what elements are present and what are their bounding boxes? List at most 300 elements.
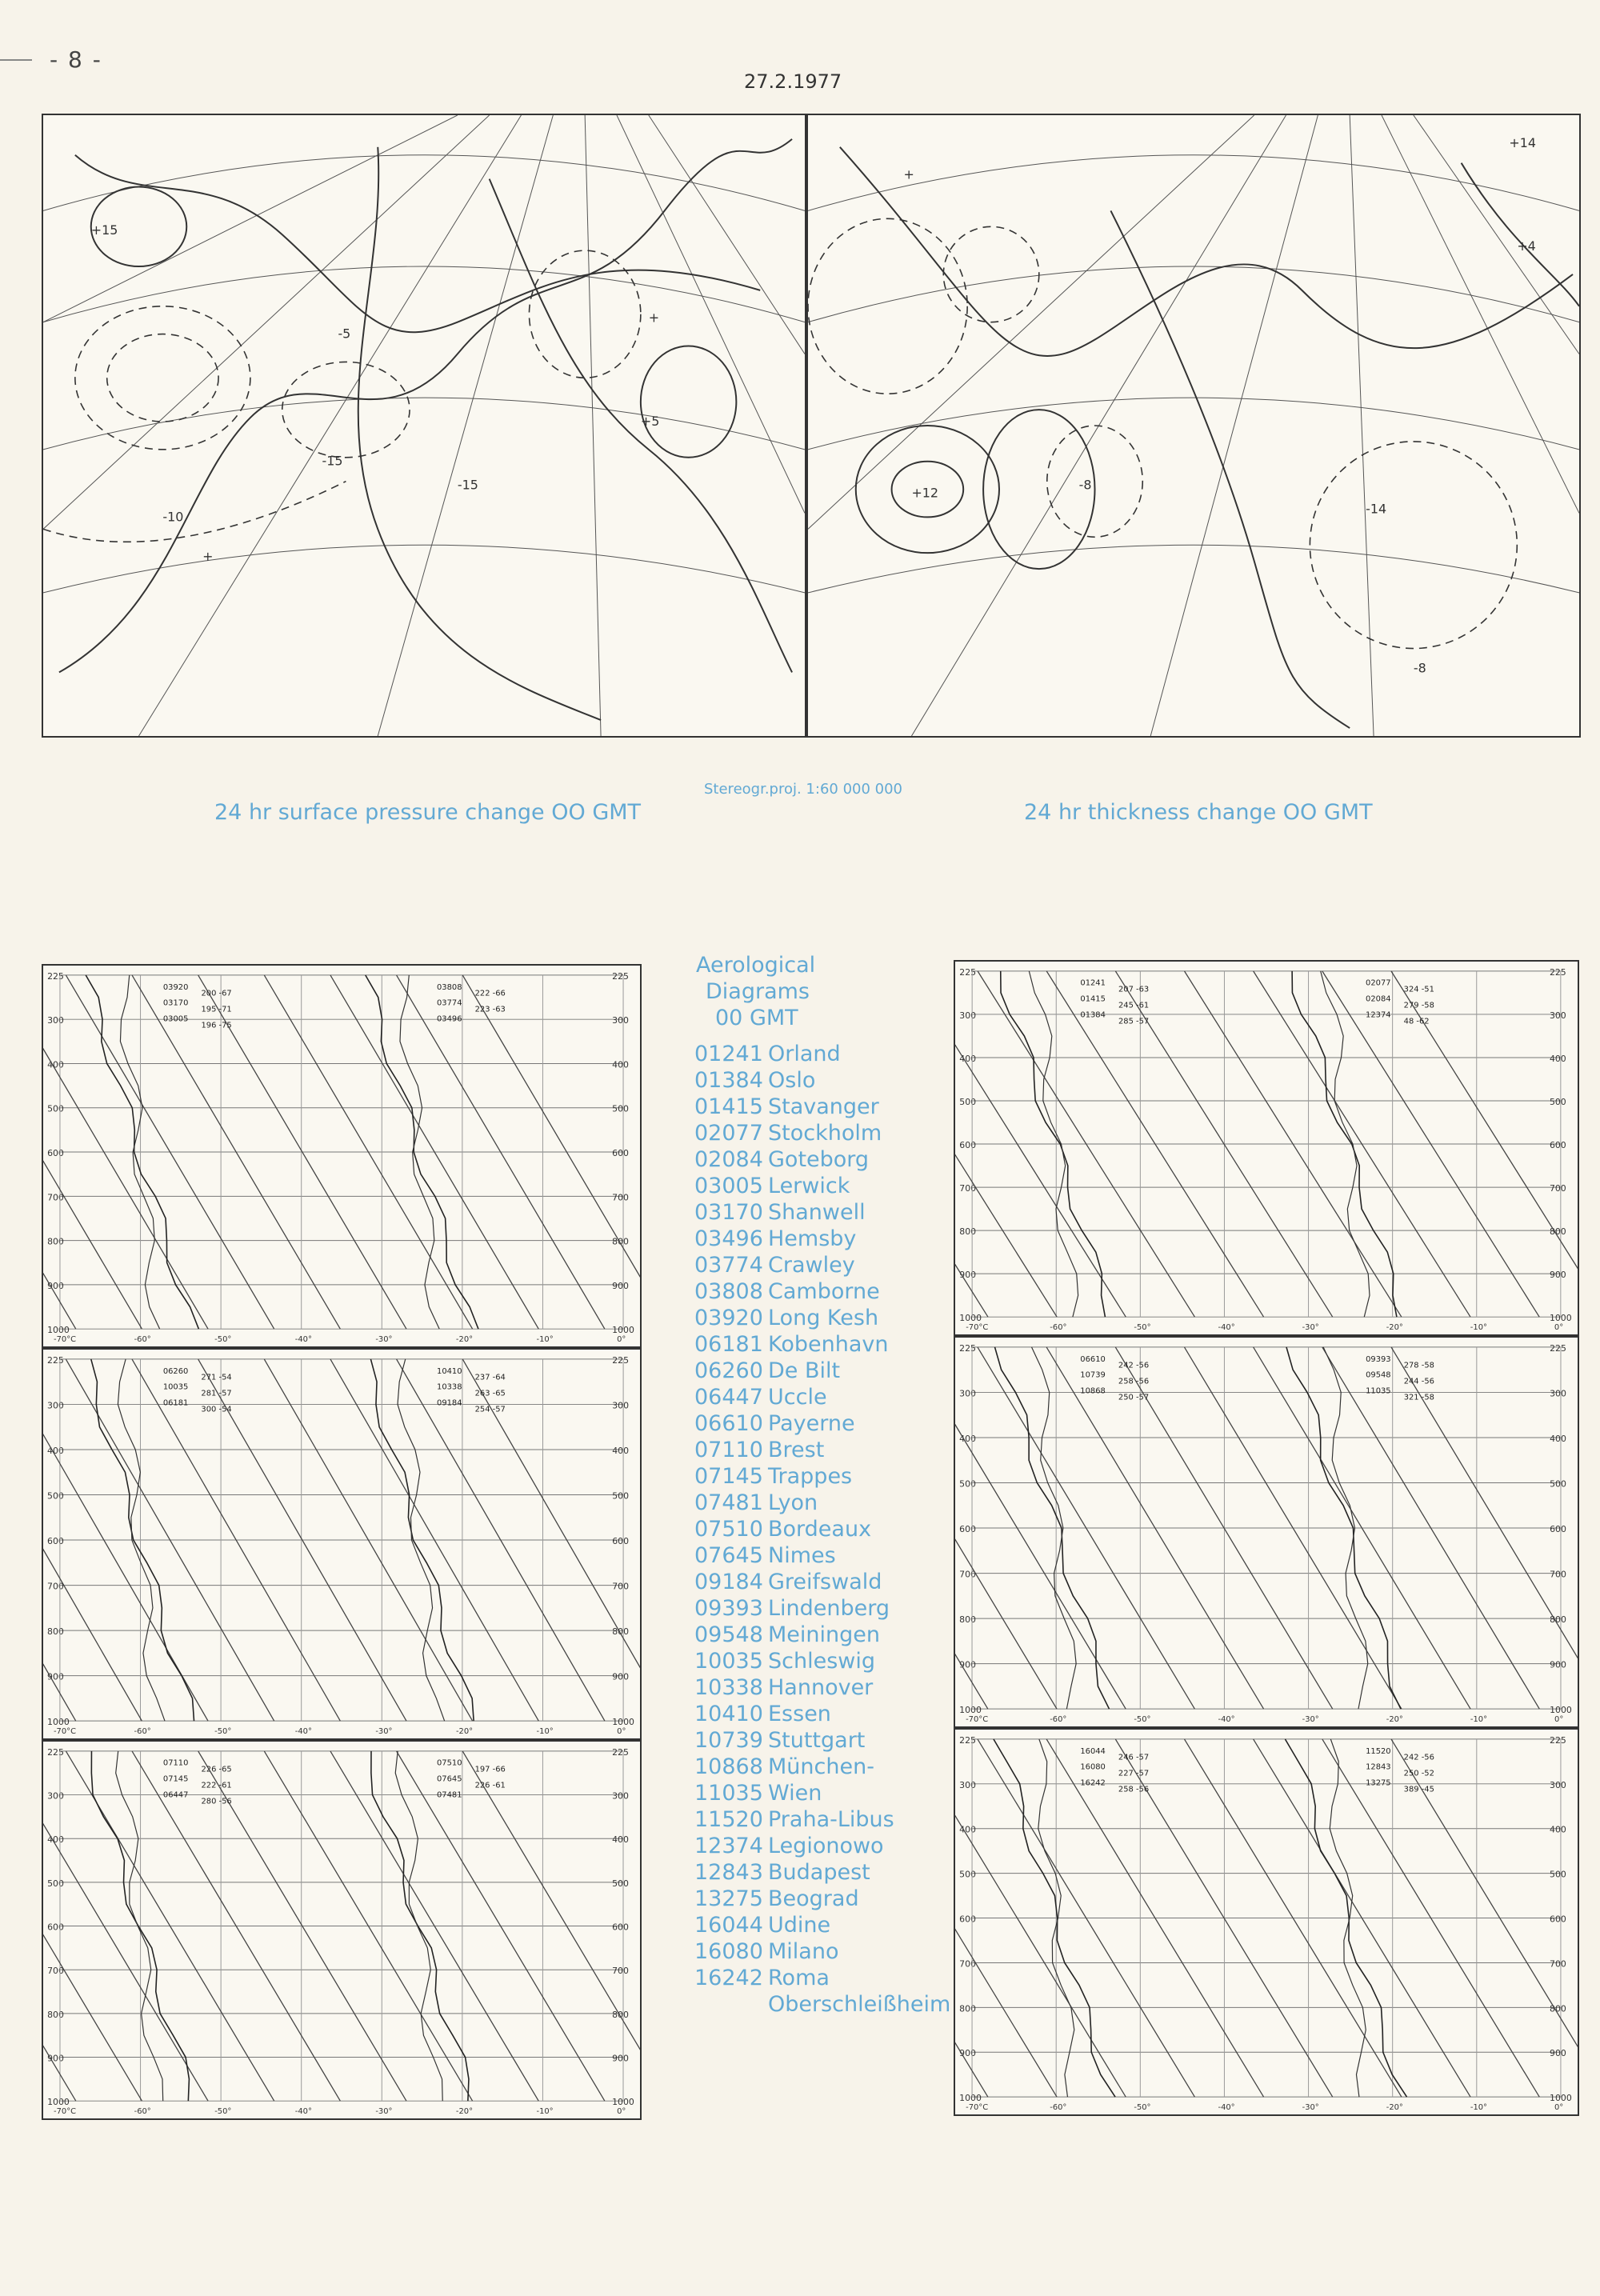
tropopause-value: 48 -62 bbox=[1403, 1017, 1430, 1026]
pressure-label: 400 bbox=[959, 1433, 976, 1444]
pressure-label: 400 bbox=[47, 1445, 64, 1456]
station-name: Long Kesh bbox=[768, 1306, 879, 1330]
pressure-label: 300 bbox=[1549, 1010, 1566, 1021]
station-name: Uccle bbox=[768, 1385, 827, 1410]
station-list bbox=[694, 1041, 950, 1991]
tropopause-value: 321 -58 bbox=[1403, 1393, 1434, 1402]
tropopause-value: 285 -57 bbox=[1118, 1017, 1150, 1026]
legend-title-line2: Diagrams bbox=[706, 979, 810, 1004]
tropopause-station: 06181 bbox=[162, 1398, 189, 1408]
tropopause-value: 280 -56 bbox=[201, 1797, 232, 1806]
pressure-label: 500 bbox=[959, 1096, 977, 1107]
pressure-label: 225 bbox=[612, 1746, 629, 1758]
pressure-label: 900 bbox=[612, 2053, 629, 2064]
station-row bbox=[694, 1912, 950, 1938]
station-name: Shanwell bbox=[768, 1200, 866, 1225]
page-edge-rule bbox=[0, 59, 32, 61]
station-row bbox=[694, 1648, 950, 1674]
tropopause-station: 02084 bbox=[1366, 994, 1391, 1004]
station-name: Hemsby bbox=[768, 1226, 857, 1251]
station-row bbox=[694, 1146, 950, 1173]
tropopause-value: 300 -54 bbox=[201, 1405, 232, 1414]
temperature-label: -50° bbox=[214, 1335, 232, 1345]
station-row bbox=[694, 1806, 950, 1833]
pressure-label: 800 bbox=[47, 2009, 64, 2020]
pressure-label: 1000 bbox=[1550, 1705, 1572, 1716]
pressure-label: 700 bbox=[612, 1966, 629, 1977]
station-name: Udine bbox=[768, 1913, 831, 1938]
station-name: Bordeaux bbox=[768, 1517, 872, 1542]
station-code: 12843 bbox=[694, 1860, 763, 1885]
station-code: 11520 bbox=[694, 1807, 763, 1832]
tropopause-value: 271 -54 bbox=[201, 1373, 232, 1382]
station-name: Brest bbox=[768, 1438, 825, 1462]
svg-text:+14: +14 bbox=[1509, 134, 1536, 150]
temperature-label: -40° bbox=[1218, 1715, 1235, 1725]
station-name: Oslo bbox=[768, 1068, 816, 1093]
pressure-label: 600 bbox=[612, 1922, 629, 1933]
temperature-label: -10° bbox=[1470, 1715, 1488, 1725]
pressure-label: 1000 bbox=[612, 2097, 634, 2108]
station-row bbox=[694, 1226, 950, 1252]
aerological-diagram-left-2 bbox=[42, 1348, 642, 1740]
temperature-label: -40° bbox=[294, 2107, 312, 2117]
pressure-label: 500 bbox=[612, 1490, 630, 1502]
pressure-label: 225 bbox=[612, 1354, 630, 1366]
pressure-label: 225 bbox=[1550, 1342, 1566, 1354]
svg-text:+5: +5 bbox=[640, 414, 660, 429]
aerological-diagram-left-3 bbox=[42, 1740, 642, 2120]
svg-text:+: + bbox=[648, 310, 660, 326]
station-row bbox=[694, 1859, 950, 1886]
tropopause-station: 03774 bbox=[437, 998, 462, 1008]
station-code: 03920 bbox=[694, 1306, 763, 1330]
tropopause-value: 237 -64 bbox=[474, 1373, 506, 1382]
tropopause-station: 12374 bbox=[1366, 1010, 1391, 1020]
station-code: 09184 bbox=[694, 1570, 763, 1594]
station-code: 11035 bbox=[694, 1781, 763, 1806]
temperature-label: -30° bbox=[375, 1727, 393, 1737]
pressure-label: 400 bbox=[959, 1824, 976, 1835]
temperature-label: -20° bbox=[455, 1727, 474, 1737]
tropopause-value: 227 -57 bbox=[1118, 1769, 1150, 1778]
station-code: 12374 bbox=[694, 1834, 763, 1858]
station-name: Lindenberg bbox=[768, 1596, 890, 1621]
station-row bbox=[694, 1754, 950, 1780]
pressure-label: 1000 bbox=[959, 2093, 982, 2104]
temperature-label: -20° bbox=[1386, 2103, 1403, 2113]
station-row bbox=[694, 1041, 950, 1067]
temperature-label: -50° bbox=[214, 1727, 232, 1737]
station-name: Lyon bbox=[768, 1490, 818, 1515]
tropopause-station: 03808 bbox=[437, 982, 462, 992]
pressure-label: 225 bbox=[959, 966, 977, 978]
temperature-label: -10° bbox=[1470, 1323, 1487, 1333]
tropopause-station: 11035 bbox=[1366, 1386, 1391, 1396]
pressure-label: 300 bbox=[959, 1010, 977, 1021]
tropopause-station: 12843 bbox=[1366, 1762, 1391, 1772]
station-name: Lerwick bbox=[768, 1174, 850, 1198]
station-row bbox=[694, 1067, 950, 1094]
tropopause-value: 263 -65 bbox=[474, 1389, 506, 1398]
thickness-caption: 24 hr thickness change OO GMT bbox=[1024, 800, 1373, 825]
pressure-label: 400 bbox=[47, 1059, 64, 1070]
pressure-label: 800 bbox=[959, 1614, 976, 1626]
page-number: - 8 - bbox=[50, 46, 102, 73]
tropopause-value: 324 -51 bbox=[1403, 985, 1434, 994]
svg-text:-10: -10 bbox=[162, 509, 184, 525]
station-row bbox=[694, 1437, 950, 1463]
pressure-label: 600 bbox=[959, 1914, 976, 1925]
pressure-label: 600 bbox=[1550, 1524, 1566, 1534]
station-name: Roma bbox=[768, 1966, 830, 1990]
tropopause-value: 258 -56 bbox=[1118, 1785, 1150, 1794]
aerological-diagram-right-1 bbox=[954, 960, 1579, 1336]
station-name: Camborne bbox=[768, 1279, 880, 1304]
station-name: Payerne bbox=[768, 1411, 855, 1436]
temperature-label: -20° bbox=[1386, 1323, 1403, 1333]
station-row bbox=[694, 1938, 950, 1965]
station-row bbox=[694, 1674, 950, 1701]
station-row bbox=[694, 1965, 950, 1991]
pressure-label: 1000 bbox=[612, 1717, 634, 1728]
tropopause-station: 10739 bbox=[1080, 1370, 1106, 1380]
station-name: Greifswald bbox=[768, 1570, 882, 1594]
temperature-label: -30° bbox=[375, 2107, 393, 2117]
pressure-label: 700 bbox=[1549, 1183, 1566, 1194]
pressure-label: 400 bbox=[612, 1834, 629, 1846]
tropopause-station: 03920 bbox=[162, 982, 189, 992]
station-name: Meiningen bbox=[768, 1622, 880, 1647]
pressure-label: 900 bbox=[47, 2053, 64, 2064]
station-row bbox=[694, 1384, 950, 1410]
station-code: 13275 bbox=[694, 1886, 763, 1911]
station-row bbox=[694, 1199, 950, 1226]
station-row bbox=[694, 1727, 950, 1754]
pressure-label: 900 bbox=[1550, 2048, 1566, 2059]
diagram-plot bbox=[43, 966, 640, 1346]
pressure-label: 225 bbox=[1550, 1734, 1566, 1746]
pressure-label: 700 bbox=[1550, 1958, 1566, 1970]
temperature-label: 0° bbox=[617, 2107, 626, 2117]
station-row bbox=[694, 1331, 950, 1358]
temperature-label: 0° bbox=[1554, 1323, 1564, 1333]
station-code: 06610 bbox=[694, 1411, 763, 1436]
station-code: 06447 bbox=[694, 1385, 763, 1410]
temperature-label: -50° bbox=[1134, 2103, 1151, 2113]
pressure-label: 500 bbox=[1549, 1096, 1566, 1107]
tropopause-station: 01415 bbox=[1080, 994, 1106, 1004]
pressure-label: 400 bbox=[612, 1445, 630, 1456]
station-code: 10739 bbox=[694, 1728, 763, 1753]
station-name: Essen bbox=[768, 1702, 831, 1726]
aerological-diagram-left-1 bbox=[42, 964, 642, 1348]
tropopause-station: 10868 bbox=[1080, 1386, 1106, 1396]
pressure-label: 300 bbox=[959, 1779, 976, 1790]
temperature-label: -30° bbox=[1302, 1323, 1319, 1333]
temperature-label: -40° bbox=[1218, 1323, 1235, 1333]
station-code: 10410 bbox=[694, 1702, 763, 1726]
surface-pressure-map-drawing bbox=[43, 115, 805, 736]
tropopause-station: 07510 bbox=[436, 1758, 462, 1768]
diagram-plot bbox=[43, 1742, 640, 2118]
station-code: 01241 bbox=[694, 1042, 763, 1066]
tropopause-value: 250 -57 bbox=[1118, 1393, 1150, 1402]
pressure-label: 500 bbox=[47, 1490, 64, 1502]
station-name-continuation: Oberschleißheim bbox=[768, 1992, 951, 2017]
tropopause-value: 226 -65 bbox=[201, 1765, 232, 1774]
station-code: 07645 bbox=[694, 1543, 763, 1568]
pressure-label: 300 bbox=[1550, 1388, 1566, 1399]
tropopause-value: 389 -45 bbox=[1403, 1785, 1434, 1794]
station-row bbox=[694, 1833, 950, 1859]
pressure-label: 800 bbox=[47, 1236, 64, 1247]
station-row bbox=[694, 1490, 950, 1516]
station-row bbox=[694, 1358, 950, 1384]
station-row bbox=[694, 1701, 950, 1727]
station-name: Wien bbox=[768, 1781, 822, 1806]
station-code: 02084 bbox=[694, 1147, 763, 1172]
tropopause-station: 10410 bbox=[437, 1366, 462, 1376]
pressure-label: 400 bbox=[612, 1059, 629, 1070]
tropopause-value: 222 -61 bbox=[201, 1781, 232, 1790]
temperature-label: -20° bbox=[455, 2107, 474, 2117]
station-code: 16242 bbox=[694, 1966, 763, 1990]
temperature-label: -60° bbox=[1050, 2103, 1067, 2113]
thickness-map-drawing bbox=[808, 115, 1579, 736]
pressure-label: 225 bbox=[47, 1746, 64, 1758]
pressure-label: 225 bbox=[612, 970, 629, 982]
tropopause-value: 281 -57 bbox=[201, 1389, 232, 1398]
thickness-change-map bbox=[806, 114, 1581, 738]
temperature-label: -50° bbox=[1134, 1715, 1151, 1725]
station-row bbox=[694, 1463, 950, 1490]
page-date: 27.2.1977 bbox=[744, 70, 842, 93]
station-name: München- bbox=[768, 1754, 874, 1779]
pressure-label: 600 bbox=[959, 1140, 977, 1150]
pressure-label: 700 bbox=[47, 1581, 64, 1592]
station-code: 03774 bbox=[694, 1253, 763, 1278]
pressure-label: 500 bbox=[47, 1878, 64, 1889]
temperature-label: 0° bbox=[1554, 1715, 1564, 1725]
pressure-label: 900 bbox=[959, 1270, 977, 1281]
station-code: 10868 bbox=[694, 1754, 763, 1779]
station-row bbox=[694, 1252, 950, 1278]
temperature-label: -50° bbox=[1134, 1323, 1151, 1333]
pressure-label: 800 bbox=[1550, 2003, 1566, 2014]
svg-text:+12: +12 bbox=[911, 485, 939, 501]
station-code: 10035 bbox=[694, 1649, 763, 1674]
station-code: 06260 bbox=[694, 1358, 763, 1383]
station-name: Crawley bbox=[768, 1253, 855, 1278]
station-code: 09393 bbox=[694, 1596, 763, 1621]
temperature-label: -60° bbox=[134, 1727, 151, 1737]
station-name: Stockholm bbox=[768, 1121, 882, 1146]
temperature-label: -60° bbox=[1050, 1715, 1067, 1725]
temperature-label: -70°C bbox=[966, 2103, 989, 2113]
station-code: 07145 bbox=[694, 1464, 763, 1489]
tropopause-value: 207 -63 bbox=[1118, 985, 1150, 994]
svg-text:-8: -8 bbox=[1413, 660, 1426, 676]
temperature-label: -60° bbox=[134, 1335, 151, 1345]
legend-title-line1: Aerological bbox=[696, 953, 816, 978]
temperature-label: -40° bbox=[294, 1335, 312, 1345]
tropopause-station: 16080 bbox=[1080, 1762, 1106, 1772]
station-row bbox=[694, 1094, 950, 1120]
diagram-plot bbox=[955, 962, 1578, 1334]
station-name: Hannover bbox=[768, 1675, 874, 1700]
svg-text:+4: +4 bbox=[1517, 238, 1536, 254]
pressure-label: 900 bbox=[47, 1671, 64, 1682]
tropopause-station: 16242 bbox=[1080, 1778, 1106, 1788]
tropopause-station: 07110 bbox=[162, 1758, 189, 1768]
surface-pressure-caption: 24 hr surface pressure change OO GMT bbox=[214, 800, 642, 825]
temperature-label: -20° bbox=[455, 1335, 474, 1345]
station-code: 10338 bbox=[694, 1675, 763, 1700]
station-name: Goteborg bbox=[768, 1147, 870, 1172]
station-name: Praha-Libus bbox=[768, 1807, 894, 1832]
pressure-label: 1000 bbox=[612, 1325, 634, 1336]
svg-text:+: + bbox=[903, 166, 914, 182]
station-row bbox=[694, 1886, 950, 1912]
legend-title-line3: 00 GMT bbox=[715, 1006, 798, 1030]
pressure-label: 900 bbox=[612, 1280, 629, 1291]
temperature-label: -50° bbox=[214, 2107, 232, 2117]
temperature-label: 0° bbox=[617, 1727, 626, 1737]
station-code: 07110 bbox=[694, 1438, 763, 1462]
pressure-label: 700 bbox=[959, 1569, 976, 1580]
pressure-label: 500 bbox=[1550, 1478, 1566, 1490]
tropopause-station: 10035 bbox=[162, 1382, 189, 1392]
temperature-label: -30° bbox=[1302, 1715, 1319, 1725]
pressure-label: 500 bbox=[959, 1478, 976, 1490]
pressure-label: 1000 bbox=[1549, 1313, 1572, 1324]
pressure-label: 1000 bbox=[47, 1325, 70, 1336]
pressure-label: 800 bbox=[612, 1236, 629, 1247]
diagram-plot bbox=[955, 1730, 1578, 2114]
station-row bbox=[694, 1542, 950, 1569]
temperature-label: -70°C bbox=[966, 1715, 989, 1725]
tropopause-station: 07645 bbox=[436, 1774, 462, 1784]
tropopause-value: 195 -71 bbox=[201, 1005, 232, 1014]
tropopause-value: 246 -57 bbox=[1118, 1753, 1150, 1762]
temperature-label: -70°C bbox=[966, 1323, 989, 1333]
station-name: Schleswig bbox=[768, 1649, 875, 1674]
pressure-label: 300 bbox=[959, 1388, 976, 1399]
station-row bbox=[694, 1516, 950, 1542]
pressure-label: 600 bbox=[612, 1148, 629, 1158]
svg-text:-14: -14 bbox=[1366, 501, 1387, 517]
svg-text:-8: -8 bbox=[1078, 477, 1092, 493]
tropopause-value: 242 -56 bbox=[1118, 1361, 1150, 1370]
pressure-label: 600 bbox=[47, 1922, 64, 1933]
tropopause-value: 200 -67 bbox=[201, 989, 232, 998]
tropopause-station: 07145 bbox=[162, 1774, 189, 1784]
pressure-label: 700 bbox=[612, 1581, 630, 1592]
pressure-label: 600 bbox=[612, 1536, 630, 1546]
pressure-label: 1000 bbox=[959, 1313, 982, 1324]
pressure-label: 800 bbox=[959, 2003, 976, 2014]
tropopause-station: 06447 bbox=[162, 1790, 189, 1800]
pressure-label: 300 bbox=[612, 1015, 629, 1026]
pressure-label: 900 bbox=[959, 2048, 976, 2059]
station-code: 01384 bbox=[694, 1068, 763, 1093]
pressure-label: 1000 bbox=[1550, 2093, 1572, 2104]
aerological-diagram-right-3 bbox=[954, 1728, 1579, 2116]
temperature-label: -10° bbox=[536, 1335, 554, 1345]
station-code: 01415 bbox=[694, 1094, 763, 1119]
tropopause-station: 01241 bbox=[1080, 978, 1106, 988]
station-code: 16044 bbox=[694, 1913, 763, 1938]
tropopause-station: 06610 bbox=[1080, 1354, 1106, 1364]
tropopause-station: 10338 bbox=[437, 1382, 462, 1392]
surface-pressure-change-map bbox=[42, 114, 806, 738]
station-name: Kobenhavn bbox=[768, 1332, 889, 1357]
tropopause-station: 07481 bbox=[436, 1790, 462, 1800]
temperature-label: 0° bbox=[1554, 2103, 1564, 2113]
pressure-label: 900 bbox=[1550, 1659, 1566, 1670]
pressure-label: 500 bbox=[612, 1878, 629, 1889]
pressure-label: 400 bbox=[1550, 1433, 1566, 1444]
temperature-label: -60° bbox=[1050, 1323, 1067, 1333]
pressure-label: 700 bbox=[1550, 1569, 1566, 1580]
tropopause-station: 13275 bbox=[1366, 1778, 1391, 1788]
svg-text:+15: +15 bbox=[90, 222, 118, 238]
pressure-label: 1000 bbox=[47, 1717, 70, 1728]
aerological-diagram-right-2 bbox=[954, 1336, 1579, 1728]
pressure-label: 300 bbox=[47, 1400, 64, 1411]
station-name: De Bilt bbox=[768, 1358, 841, 1383]
tropopause-station: 01384 bbox=[1080, 1010, 1106, 1020]
svg-text:-15: -15 bbox=[322, 453, 343, 469]
tropopause-station: 11520 bbox=[1366, 1746, 1391, 1756]
tropopause-station: 06260 bbox=[162, 1366, 189, 1376]
tropopause-station: 03496 bbox=[437, 1014, 462, 1024]
pressure-label: 800 bbox=[612, 2009, 629, 2020]
tropopause-value: 278 -58 bbox=[1403, 1361, 1434, 1370]
pressure-label: 1000 bbox=[47, 2097, 70, 2108]
svg-text:-15: -15 bbox=[457, 477, 478, 493]
pressure-label: 300 bbox=[47, 1015, 64, 1026]
pressure-label: 500 bbox=[47, 1103, 64, 1114]
temperature-label: -70°C bbox=[54, 1335, 77, 1345]
station-name: Legionowo bbox=[768, 1834, 884, 1858]
tropopause-station: 09184 bbox=[437, 1398, 462, 1408]
pressure-label: 1000 bbox=[959, 1705, 982, 1716]
tropopause-value: 242 -56 bbox=[1403, 1753, 1434, 1762]
svg-text:-5: -5 bbox=[338, 326, 351, 342]
temperature-label: -10° bbox=[1470, 2103, 1488, 2113]
pressure-label: 800 bbox=[47, 1626, 64, 1638]
pressure-label: 900 bbox=[612, 1671, 630, 1682]
pressure-label: 900 bbox=[959, 1659, 976, 1670]
tropopause-value: 244 -56 bbox=[1403, 1377, 1434, 1386]
pressure-label: 800 bbox=[959, 1226, 977, 1238]
temperature-label: -10° bbox=[536, 1727, 554, 1737]
station-code: 03005 bbox=[694, 1174, 763, 1198]
pressure-label: 400 bbox=[47, 1834, 64, 1846]
station-code: 07481 bbox=[694, 1490, 763, 1515]
temperature-label: -10° bbox=[536, 2107, 554, 2117]
station-row bbox=[694, 1278, 950, 1305]
tropopause-value: 245 -61 bbox=[1118, 1001, 1150, 1010]
station-code: 03170 bbox=[694, 1200, 763, 1225]
tropopause-station: 02077 bbox=[1366, 978, 1391, 988]
pressure-label: 225 bbox=[47, 970, 64, 982]
temperature-label: -40° bbox=[1218, 2103, 1235, 2113]
temperature-label: 0° bbox=[617, 1335, 626, 1345]
tropopause-value: 197 -66 bbox=[474, 1765, 506, 1774]
